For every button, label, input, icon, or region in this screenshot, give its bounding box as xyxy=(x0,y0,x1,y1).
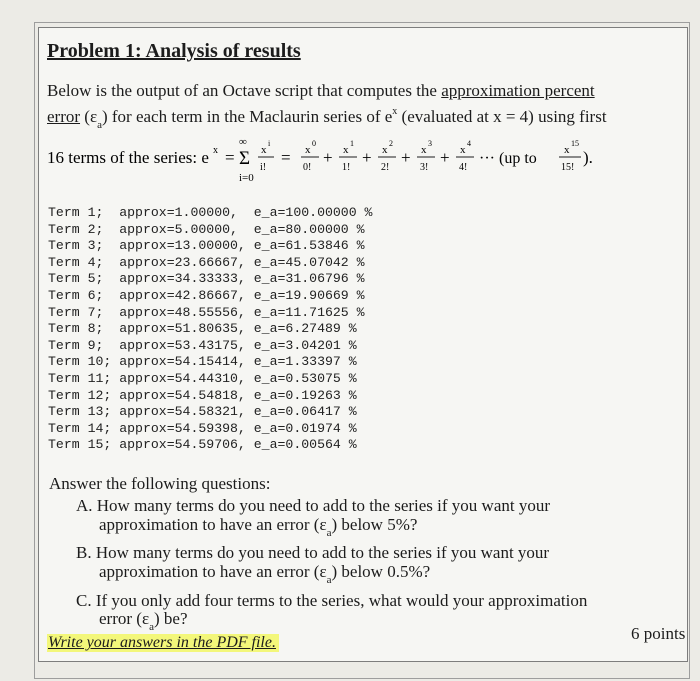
svg-text:2: 2 xyxy=(389,139,393,148)
output-line: Term 12; approx=54.54818, e_a=0.19263 % xyxy=(48,387,357,403)
output-line: Term 6; approx=42.86667, e_a=19.90669 % xyxy=(48,287,365,303)
output-line: Term 7; approx=48.55556, e_a=11.71625 % xyxy=(48,304,365,320)
svg-text:15!: 15! xyxy=(561,162,575,173)
svg-text:0!: 0! xyxy=(303,162,312,173)
svg-text:··· (up to: ··· (up to xyxy=(479,150,537,167)
output-line: Term 3; approx=13.00000, e_a=61.53846 % xyxy=(48,238,365,254)
svg-text:x: x xyxy=(421,144,427,156)
output-line: Term 14; approx=54.59398, e_a=0.01974 % xyxy=(48,420,357,436)
octave-output xyxy=(48,205,372,454)
svg-text:x: x xyxy=(460,144,466,156)
intro-line-1 xyxy=(47,81,595,101)
question-c-line1: C. If you only add four terms to the series, what would your approximation xyxy=(76,591,588,610)
sigma-symbol: Σ xyxy=(239,148,251,169)
intro-line-2: error $(\varepsilon_a)$ for each term in the Maclaurin series of $e^x$ (evaluated at x = 4) using first xyxy=(47,106,607,131)
svg-text:0: 0 xyxy=(312,139,316,148)
svg-text:=: = xyxy=(281,148,291,167)
svg-text:+: + xyxy=(362,148,372,167)
approximation-percent-link: approximation percent xyxy=(441,81,595,100)
output-line: Term 11; approx=54.44310, e_a=0.53075 % xyxy=(48,370,357,386)
svg-text:3!: 3! xyxy=(420,162,429,173)
formula-lead: 16 terms of the series: e xyxy=(47,148,209,167)
output-line: Term 2; approx=5.00000, e_a=80.00000 % xyxy=(48,221,365,237)
svg-text:15: 15 xyxy=(571,139,579,148)
svg-text:x: x xyxy=(261,144,267,156)
sum-upper: ∞ xyxy=(239,137,247,148)
output-line: Term 4; approx=23.66667, e_a=45.07042 % xyxy=(48,254,365,270)
question-a-line2: approximation to have an error $(\varepsilon_a)$ below 5%? xyxy=(99,515,418,539)
maclaurin-formula xyxy=(47,137,607,183)
svg-text:x: x xyxy=(564,144,570,156)
svg-text:4: 4 xyxy=(467,139,471,148)
svg-text:1: 1 xyxy=(350,139,354,148)
svg-text:2!: 2! xyxy=(381,162,390,173)
question-a-line1: A. How many terms do you need to add to the series if you want your xyxy=(76,496,551,515)
svg-text:+: + xyxy=(440,148,450,167)
intro-text: Below is the output of an Octave script that computes the xyxy=(47,81,442,100)
output-line: Term 15; approx=54.59706, e_a=0.00564 % xyxy=(48,437,357,453)
sum-lower: i=0 xyxy=(239,172,254,183)
problem-title: Problem 1: Analysis of results xyxy=(47,40,301,62)
svg-text:x: x xyxy=(213,145,218,156)
svg-text:x: x xyxy=(343,144,349,156)
question-c-line2: error $(\varepsilon_a)$ be? xyxy=(99,609,188,633)
output-line: Term 8; approx=51.80635, e_a=6.27489 % xyxy=(48,321,357,337)
questions-heading: Answer the following questions: xyxy=(49,474,271,493)
question-b-line1: B. How many terms do you need to add to the series if you want your xyxy=(76,543,550,562)
question-b-line2: approximation to have an error $(\varepsilon_a)$ below 0.5%? xyxy=(99,562,431,586)
svg-text:x: x xyxy=(382,144,388,156)
error-link: error xyxy=(47,107,81,126)
svg-text:i: i xyxy=(268,139,271,148)
svg-text:4!: 4! xyxy=(459,162,468,173)
svg-text:).: ). xyxy=(583,148,593,167)
points-column xyxy=(628,27,688,662)
instruction-note: Write your answers in the PDF file. xyxy=(47,634,279,652)
svg-text:=: = xyxy=(225,148,235,167)
output-line: Term 13; approx=54.58321, e_a=0.06417 % xyxy=(48,404,357,420)
svg-text:+: + xyxy=(323,148,333,167)
svg-text:x: x xyxy=(305,144,311,156)
output-line: Term 5; approx=34.33333, e_a=31.06796 % xyxy=(48,271,365,287)
svg-text:+: + xyxy=(401,148,411,167)
svg-text:3: 3 xyxy=(428,139,432,148)
output-line: Term 1; approx=1.00000, e_a=100.00000 % xyxy=(48,205,373,220)
points-label: 6 points xyxy=(631,624,686,643)
output-line: Term 10; approx=54.15414, e_a=1.33397 % xyxy=(48,354,357,370)
svg-text:i!: i! xyxy=(260,162,267,173)
output-line: Term 9; approx=53.43175, e_a=3.04201 % xyxy=(48,337,357,353)
svg-text:1!: 1! xyxy=(342,162,351,173)
